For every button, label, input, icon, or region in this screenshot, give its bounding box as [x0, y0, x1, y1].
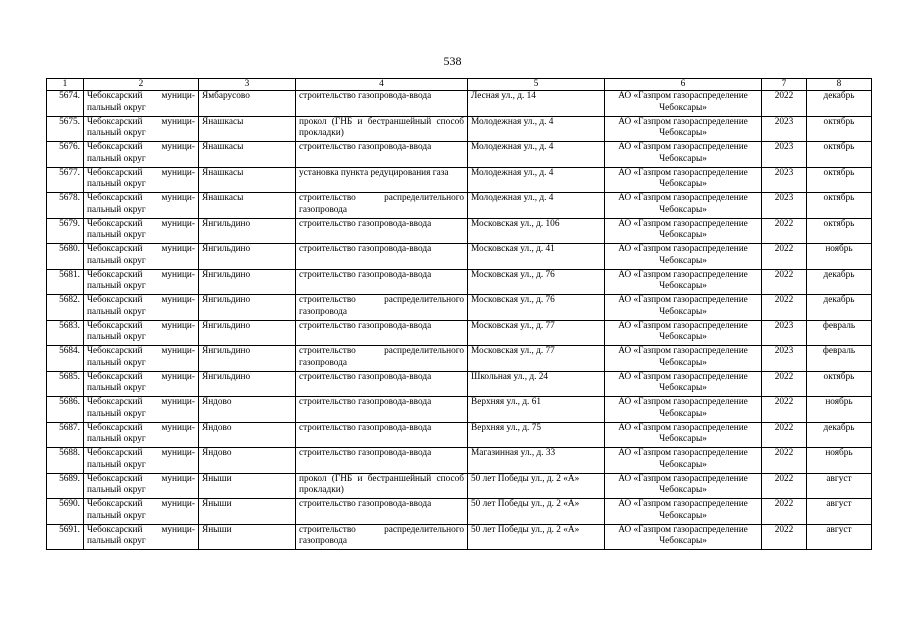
district-cell: Чебоксарский муници-пальный округ: [84, 524, 199, 550]
settlement-cell: Яныши: [199, 524, 296, 550]
row-number: 5689.: [47, 473, 84, 499]
address-cell: Молодежная ул., д. 4: [468, 142, 605, 168]
address-cell: Верхняя ул., д. 75: [468, 422, 605, 448]
settlement-cell: Янашкасы: [199, 167, 296, 193]
year-cell: 2022: [762, 91, 807, 117]
owner-cell: АО «Газпром газораспределение Чебоксары»: [605, 346, 762, 372]
row-number: 5690.: [47, 499, 84, 525]
settlement-cell: Янгильдино: [199, 244, 296, 270]
owner-cell: АО «Газпром газораспределение Чебоксары»: [605, 524, 762, 550]
month-cell: февраль: [807, 320, 872, 346]
address-cell: Молодежная ул., д. 4: [468, 116, 605, 142]
district-cell: Чебоксарский муници-пальный округ: [84, 320, 199, 346]
address-cell: 50 лет Победы ул., д. 2 «А»: [468, 473, 605, 499]
row-number: 5677.: [47, 167, 84, 193]
month-cell: октябрь: [807, 116, 872, 142]
table-row: [47, 167, 872, 193]
row-number: 5684.: [47, 346, 84, 372]
table-row: [47, 422, 872, 448]
district-cell: Чебоксарский муници-пальный округ: [84, 473, 199, 499]
district-cell: Чебоксарский муници-пальный округ: [84, 346, 199, 372]
settlement-cell: Яныши: [199, 473, 296, 499]
work-type-cell: строительство газопровода-ввода: [296, 397, 468, 423]
settlement-cell: Янгильдино: [199, 320, 296, 346]
table-row: [47, 524, 872, 550]
owner-cell: АО «Газпром газораспределение Чебоксары»: [605, 269, 762, 295]
address-cell: Московская ул., д. 77: [468, 320, 605, 346]
table-row: [47, 116, 872, 142]
district-cell: Чебоксарский муници-пальный округ: [84, 499, 199, 525]
owner-cell: АО «Газпром газораспределение Чебоксары»: [605, 422, 762, 448]
settlement-cell: Яндово: [199, 448, 296, 474]
row-number: 5685.: [47, 371, 84, 397]
address-cell: Молодежная ул., д. 4: [468, 193, 605, 219]
table-row: [47, 244, 872, 270]
address-cell: Московская ул., д. 76: [468, 269, 605, 295]
address-cell: Магазинная ул., д. 33: [468, 448, 605, 474]
work-type-cell: прокол (ГНБ и бестраншейный способ прокладки): [296, 473, 468, 499]
month-cell: август: [807, 473, 872, 499]
year-cell: 2022: [762, 244, 807, 270]
month-cell: август: [807, 499, 872, 525]
table-row: [47, 142, 872, 168]
work-type-cell: строительство газопровода-ввода: [296, 244, 468, 270]
header-cell-6: 6: [605, 79, 762, 91]
month-cell: ноябрь: [807, 244, 872, 270]
settlement-cell: Яныши: [199, 499, 296, 525]
settlement-cell: Янашкасы: [199, 193, 296, 219]
row-number: 5680.: [47, 244, 84, 270]
work-type-cell: прокол (ГНБ и бестраншейный способ прокладки): [296, 116, 468, 142]
page-number: 538: [443, 54, 462, 68]
work-type-cell: установка пункта редуцирования газа: [296, 167, 468, 193]
year-cell: 2022: [762, 422, 807, 448]
header-cell-1: 1: [47, 79, 84, 91]
month-cell: ноябрь: [807, 397, 872, 423]
owner-cell: АО «Газпром газораспределение Чебоксары»: [605, 142, 762, 168]
year-cell: 2022: [762, 371, 807, 397]
month-cell: декабрь: [807, 422, 872, 448]
year-cell: 2023: [762, 116, 807, 142]
address-cell: 50 лет Победы ул., д. 2 «А»: [468, 524, 605, 550]
row-number: 5686.: [47, 397, 84, 423]
row-number: 5676.: [47, 142, 84, 168]
month-cell: октябрь: [807, 371, 872, 397]
row-number: 5682.: [47, 295, 84, 321]
table-row: [47, 320, 872, 346]
address-cell: Московская ул., д. 106: [468, 218, 605, 244]
year-cell: 2022: [762, 218, 807, 244]
table-row: [47, 295, 872, 321]
month-cell: октябрь: [807, 218, 872, 244]
owner-cell: АО «Газпром газораспределение Чебоксары»: [605, 295, 762, 321]
table-row: [47, 473, 872, 499]
settlement-cell: Ямбарусово: [199, 91, 296, 117]
work-type-cell: строительство распределительного газопровода: [296, 193, 468, 219]
work-type-cell: строительство газопровода-ввода: [296, 448, 468, 474]
address-cell: Верхняя ул., д. 61: [468, 397, 605, 423]
work-type-cell: строительство газопровода-ввода: [296, 422, 468, 448]
year-cell: 2022: [762, 448, 807, 474]
district-cell: Чебоксарский муници-пальный округ: [84, 244, 199, 270]
settlement-cell: Яндово: [199, 397, 296, 423]
registry-table: [46, 78, 872, 550]
month-cell: февраль: [807, 346, 872, 372]
district-cell: Чебоксарский муници-пальный округ: [84, 116, 199, 142]
row-number: 5688.: [47, 448, 84, 474]
address-cell: Лесная ул., д. 14: [468, 91, 605, 117]
month-cell: октябрь: [807, 142, 872, 168]
owner-cell: АО «Газпром газораспределение Чебоксары»: [605, 91, 762, 117]
month-cell: декабрь: [807, 91, 872, 117]
district-cell: Чебоксарский муници-пальный округ: [84, 218, 199, 244]
month-cell: август: [807, 524, 872, 550]
district-cell: Чебоксарский муници-пальный округ: [84, 142, 199, 168]
owner-cell: АО «Газпром газораспределение Чебоксары»: [605, 448, 762, 474]
address-cell: Молодежная ул., д. 4: [468, 167, 605, 193]
month-cell: ноябрь: [807, 448, 872, 474]
header-cell-8: 8: [807, 79, 872, 91]
settlement-cell: Янгильдино: [199, 295, 296, 321]
owner-cell: АО «Газпром газораспределение Чебоксары»: [605, 397, 762, 423]
owner-cell: АО «Газпром газораспределение Чебоксары»: [605, 320, 762, 346]
table-row: [47, 269, 872, 295]
district-cell: Чебоксарский муници-пальный округ: [84, 269, 199, 295]
header-cell-7: 7: [762, 79, 807, 91]
year-cell: 2023: [762, 142, 807, 168]
row-number: 5679.: [47, 218, 84, 244]
work-type-cell: строительство газопровода-ввода: [296, 218, 468, 244]
owner-cell: АО «Газпром газораспределение Чебоксары»: [605, 167, 762, 193]
work-type-cell: строительство распределительного газопровода: [296, 295, 468, 321]
work-type-cell: строительство распределительного газопровода: [296, 346, 468, 372]
table-row: [47, 448, 872, 474]
owner-cell: АО «Газпром газораспределение Чебоксары»: [605, 116, 762, 142]
row-number: 5678.: [47, 193, 84, 219]
settlement-cell: Янгильдино: [199, 346, 296, 372]
work-type-cell: строительство газопровода-ввода: [296, 269, 468, 295]
year-cell: 2022: [762, 269, 807, 295]
owner-cell: АО «Газпром газораспределение Чебоксары»: [605, 193, 762, 219]
table-row: [47, 218, 872, 244]
row-number: 5675.: [47, 116, 84, 142]
header-cell-5: 5: [468, 79, 605, 91]
district-cell: Чебоксарский муници-пальный округ: [84, 448, 199, 474]
row-number: 5691.: [47, 524, 84, 550]
settlement-cell: Янашкасы: [199, 142, 296, 168]
district-cell: Чебоксарский муници-пальный округ: [84, 167, 199, 193]
district-cell: Чебоксарский муници-пальный округ: [84, 91, 199, 117]
header-cell-2: 2: [84, 79, 199, 91]
year-cell: 2022: [762, 397, 807, 423]
district-cell: Чебоксарский муници-пальный округ: [84, 193, 199, 219]
table-row: [47, 371, 872, 397]
district-cell: Чебоксарский муници-пальный округ: [84, 422, 199, 448]
settlement-cell: Янашкасы: [199, 116, 296, 142]
table-row: [47, 346, 872, 372]
year-cell: 2022: [762, 473, 807, 499]
header-cell-4: 4: [296, 79, 468, 91]
row-number: 5683.: [47, 320, 84, 346]
year-cell: 2022: [762, 499, 807, 525]
header-row: [47, 79, 872, 91]
owner-cell: АО «Газпром газораспределение Чебоксары»: [605, 218, 762, 244]
month-cell: октябрь: [807, 167, 872, 193]
district-cell: Чебоксарский муници-пальный округ: [84, 397, 199, 423]
owner-cell: АО «Газпром газораспределение Чебоксары»: [605, 473, 762, 499]
work-type-cell: строительство газопровода-ввода: [296, 371, 468, 397]
year-cell: 2023: [762, 167, 807, 193]
table-row: [47, 91, 872, 117]
address-cell: Школьная ул., д. 24: [468, 371, 605, 397]
table-row: [47, 193, 872, 219]
district-cell: Чебоксарский муници-пальный округ: [84, 295, 199, 321]
year-cell: 2022: [762, 295, 807, 321]
address-cell: 50 лет Победы ул., д. 2 «А»: [468, 499, 605, 525]
settlement-cell: Янгильдино: [199, 371, 296, 397]
address-cell: Московская ул., д. 77: [468, 346, 605, 372]
address-cell: Московская ул., д. 76: [468, 295, 605, 321]
month-cell: октябрь: [807, 193, 872, 219]
table-row: [47, 499, 872, 525]
row-number: 5687.: [47, 422, 84, 448]
work-type-cell: строительство газопровода-ввода: [296, 91, 468, 117]
header-cell-3: 3: [199, 79, 296, 91]
district-cell: Чебоксарский муници-пальный округ: [84, 371, 199, 397]
work-type-cell: строительство газопровода-ввода: [296, 499, 468, 525]
address-cell: Московская ул., д. 41: [468, 244, 605, 270]
year-cell: 2023: [762, 346, 807, 372]
year-cell: 2023: [762, 193, 807, 219]
table-row: [47, 397, 872, 423]
month-cell: декабрь: [807, 295, 872, 321]
work-type-cell: строительство газопровода-ввода: [296, 320, 468, 346]
settlement-cell: Янгильдино: [199, 218, 296, 244]
settlement-cell: Янгильдино: [199, 269, 296, 295]
owner-cell: АО «Газпром газораспределение Чебоксары»: [605, 244, 762, 270]
month-cell: декабрь: [807, 269, 872, 295]
work-type-cell: строительство газопровода-ввода: [296, 142, 468, 168]
row-number: 5681.: [47, 269, 84, 295]
row-number: 5674.: [47, 91, 84, 117]
owner-cell: АО «Газпром газораспределение Чебоксары»: [605, 499, 762, 525]
settlement-cell: Яндово: [199, 422, 296, 448]
year-cell: 2023: [762, 320, 807, 346]
owner-cell: АО «Газпром газораспределение Чебоксары»: [605, 371, 762, 397]
work-type-cell: строительство распределительного газопровода: [296, 524, 468, 550]
year-cell: 2022: [762, 524, 807, 550]
